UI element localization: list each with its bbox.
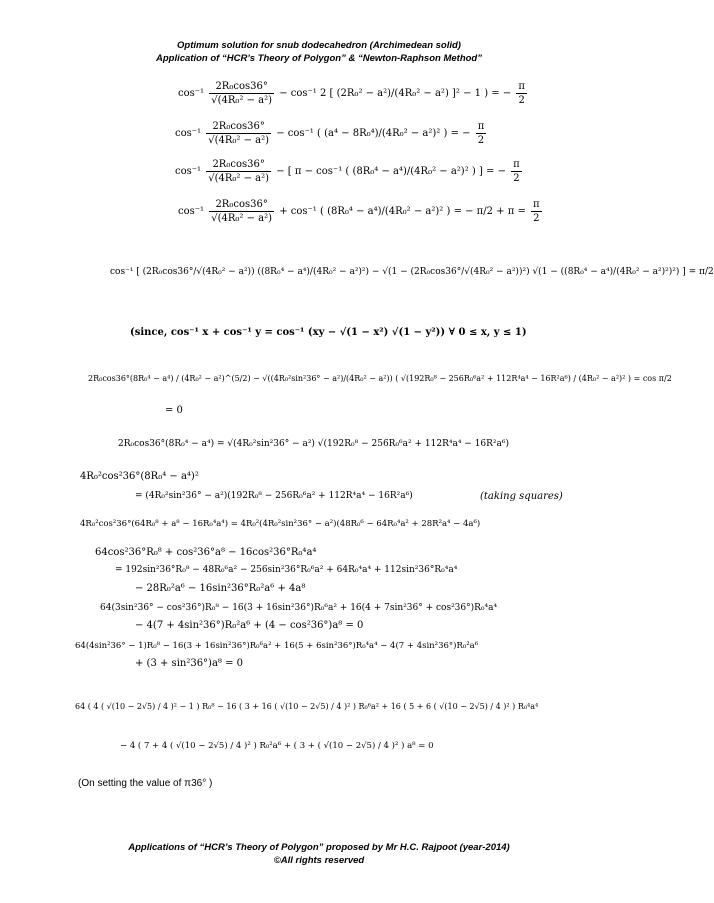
equation-11-line2: − 4(7 + 4sin²36°)R₀²a⁶ + (4 − cos²36°)a⁸ = 0 [135,620,364,631]
equation-10-line1: 64cos²36°R₀⁸ + cos²36°a⁸ − 16cos²36°R₀⁴a⁴ [95,547,317,558]
doc-title-line2: Application of “HCR’s Theory of Polygon” & “Newton-Raphson Method” [156,53,482,64]
equation-4: cos⁻¹ $\frac{\text{2R₀cos36°}}{\text{√(4R₀² − a²)}}$ + cos⁻¹ ( (8R₀⁴ − a⁴)/(4R₀² − a²)² ) = − π/2 + π = $\frac{\pi}{2}$ [178,199,540,224]
equation-11-line1: 64(3sin²36° − cos²36°)R₀⁸ − 16(3 + 16sin²36°)R₀⁶a² + 16(4 + 7sin²36° + cos²36°)R₀⁴a⁴ [100,603,498,613]
equation-8-note: (taking squares) [480,491,563,502]
footer-line2: ©All rights reserved [273,855,365,866]
equation-10-line3: − 28R₀²a⁶ − 16sin²36°R₀²a⁶ + 4a⁸ [135,583,306,594]
equation-13-line2: − 4 ( 7 + 4 ( √(10 − 2√5) / 4 )² ) R₀²a⁶ + ( 3 + ( √(10 − 2√5) / 4 )² ) a⁸ = 0 [120,741,434,751]
footer-line1: Applications of “HCR’s Theory of Polygon” proposed by Mr H.C. Rajpoot (year-2014) [128,842,510,853]
equation-8-lhs: 4R₀²cos²36°(8R₀⁴ − a⁴)² [80,471,199,482]
equation-9: 4R₀²cos²36°(64R₀⁸ + a⁸ − 16R₀⁴a⁴) = 4R₀²(4R₀²sin²36° − a²)(48R₀⁶ − 64R₀⁴a² + 28R²a⁴ − 4a⁶) [80,519,481,529]
equation-6-result: = 0 [165,405,183,416]
doc-title-line1: Optimum solution for snub dodecahedron (Archimedean solid) [177,40,461,51]
equation-3: cos⁻¹ $\frac{\text{2R₀cos36°}}{\text{√(4R₀² − a²)}}$ − [ π − cos⁻¹ ( (8R₀⁴ − a⁴)/(4R₀² − a²)² ) ] = − $\frac{\pi}{2}$ [175,159,520,184]
equation-12-line1: 64(4sin²36° − 1)R₀⁸ − 16(3 + 16sin²36°)R₀⁶a² + 16(5 + 6sin²36°)R₀⁴a⁴ − 4(7 + 4sin²36°)R₀²a⁶ [75,641,479,651]
since-identity: (since, cos⁻¹ x + cos⁻¹ y = cos⁻¹ (xy − √(1 − x²) √(1 − y²)) ∀ 0 ≤ x, y ≤ 1) [130,327,527,338]
equation-7: 2R₀cos36°(8R₀⁴ − a⁴) = √(4R₀²sin²36° − a²) √(192R₀⁸ − 256R₀⁶a² + 112R⁴a⁴ − 16R²a⁶) [118,439,510,449]
equation-13-line1: 64 ( 4 ( √(10 − 2√5) / 4 )² − 1 ) R₀⁸ − 16 ( 3 + 16 ( √(10 − 2√5) / 4 )² ) R₀⁶a² + 16 ( 5 + 6 ( √(10 − 2√5) / 4 )² ) R₀⁴a⁴ [75,702,539,711]
equation-6: 2R₀cos36°(8R₀⁴ − a⁴) / (4R₀² − a²)^(5/2) − √((4R₀²sin²36° − a²)/(4R₀² − a²)) ( √(192R₀⁸ − 256R₀⁶a² + 112R⁴a⁴ − 16R²a⁶) / (4R₀² − a²)² ) = cos π/2 [88,374,672,383]
equation-2: cos⁻¹ $\frac{\text{2R₀cos36°}}{\text{√(4R₀² − a²)}}$ − cos⁻¹ ( (a⁴ − 8R₀⁴)/(4R₀² − a²)² ) = − $\frac{\pi}{2}$ [175,121,485,146]
equation-8-rhs: = (4R₀²sin²36° − a²)(192R₀⁸ − 256R₀⁶a² + 112R⁴a⁴ − 16R²a⁶) [135,491,413,501]
equation-12-line2: + (3 + sin²36°)a⁸ = 0 [135,658,244,669]
substitution-note: (On setting the value of π36° ) [78,778,213,789]
equation-1: cos⁻¹ $\frac{\text{2R₀cos36°}}{\text{√(4R₀² − a²)}}$ − cos⁻¹ 2 [ (2R₀² − a²)/(4R₀² − a²) ]² − 1 ) = − $\frac{\pi}{2}$ [178,81,525,106]
equation-5: cos⁻¹ [ (2R₀cos36°/√(4R₀² − a²)) ((8R₀⁴ − a⁴)/(4R₀² − a²)²) − √(1 − (2R₀cos36°/√(4R₀² − a²))²) √(1 − ((8R₀⁴ − a⁴)/(4R₀² − a²)²)²) ] = π/2 [110,267,714,277]
equation-10-line2: = 192sin²36°R₀⁸ − 48R₀⁶a² − 256sin²36°R₀⁶a² + 64R₀⁴a⁴ + 112sin²36°R₀⁴a⁴ [115,565,458,575]
